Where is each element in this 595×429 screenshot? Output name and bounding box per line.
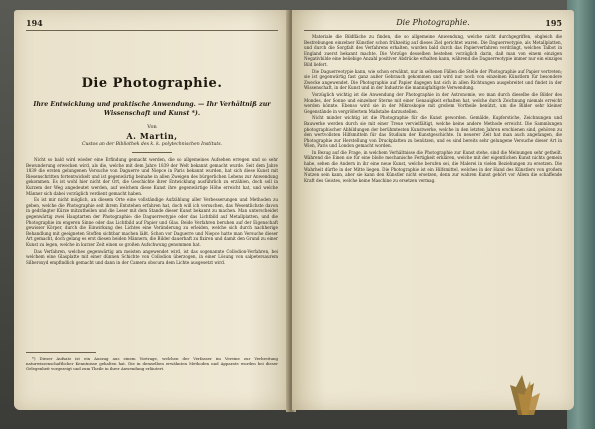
- left-running-head: [26, 18, 278, 31]
- byline-von: Von: [147, 124, 157, 130]
- bookmark-tassel-icon: [488, 375, 548, 415]
- title-divider: [132, 152, 172, 153]
- article-subtitle-line-1: Ihre Entwicklung und praktische Anwendung. — Ihr Verhältniß zur: [33, 101, 271, 108]
- right-body-text: [304, 34, 562, 404]
- open-book: [14, 10, 574, 415]
- right-page-number: 195: [545, 18, 562, 28]
- article-subtitle-line-2: Wissenschaft und Kunst *).: [103, 110, 201, 117]
- right-running-head: [304, 18, 562, 31]
- right-page: [292, 10, 574, 410]
- running-head-title: Die Photographie.: [396, 18, 470, 27]
- article-subtitle: [26, 100, 278, 118]
- right-paragraph: Die Daguerreotypie kann, wie schon erwähnt, nur in seltenen Fällen die Stelle der Photographie auf Papier vertreten; sie ist gegenwärtig fast ganz außer Gebrauch gekommen und wird nur noch von einzelnen Künstlern für besondere Zwecke angewendet. Die Photographie auf Papier dagegen hat sich in allen Richtungen ausgebreitet und findet in der Wissenschaft, in der Kunst und in der Industrie die mannigfaltigste Verwendung.: [304, 68, 562, 91]
- footnote-divider: [26, 352, 96, 353]
- left-page-number: 194: [26, 18, 43, 28]
- left-paragraph: Nicht so bald wird wieder eine Erfindung gemacht werden, die so allgemeines Aufsehen erregen und so sehr Bewunderung erwecken wird, als die, welche mit dem Jahre 1839 der Welt bekannt gemacht wurde. Seit dem Jahre 1839 die ersten gelungenen Versuche von Daguerre und Niepce in Paris bekannt wurden, hat sich diese Kunst mit Riesenschritten fortentwickelt und ist gegenwärtig beinahe in allen Zweigen des bürgerlichen Lebens zur Anwendung gekommen. Es ist wohl hier nicht der Ort, die Geschichte ihrer Entwicklung ausführlich zu erzählen, doch soll in Kurzem der Weg angedeutet werden, auf welchem diese Kunst ihre gegenwärtige Höhe erreicht hat, und welche Männer sich dabei vorzüglich verdient gemacht haben.: [26, 157, 278, 196]
- left-body-text: [26, 157, 278, 347]
- left-page: [14, 10, 290, 410]
- footnote-text: *) Dieser Aufsatz ist ein Auszug aus einem Vortrage, welchen der Verfasser im Vereine zur Verbreitung naturwissenschaftlicher Kenntnisse gehalten hat. Die in demselben erwähnten Methoden und Apparate wurden bei dieser Gelegenheit vorgezeigt und zum Theile in ihrer Anwendung erläutert.: [26, 356, 278, 372]
- author-affiliation: Custos an der Bibliothek des k. k. polytechnischen Instituts.: [81, 142, 223, 147]
- right-paragraph: Nicht minder wichtig ist die Photographie für die Kunst geworden. Gemälde, Kupferstiche, Zeichnungen und Bauwerke werden durch sie mit einer Treue vervielfältigt, welche keine andere Methode erreicht. Die Sammlungen photographischer Abbildungen der berühmtesten Kunstwerke, welche in den letzten Jahren erschienen sind, gehören zu den wertvollsten Hilfsmitteln für das Studium der Kunstgeschichte. In neuerer Zeit hat man auch angefangen, die Photographie zur Herstellung von Druckplatten zu benützen, und es sind bereits sehr gelungene Versuche dieser Art in Wien, Paris und London gemacht worden.: [304, 115, 562, 149]
- left-paragraph: Es ist mir nicht möglich, an diesem Orte eine vollständige Aufzählung aller Verbesserungen und Methoden zu geben, welche die Photographie seit ihrem Entstehen erfahren hat, doch will ich versuchen, das Wesentlichste davon in gedrängter Kürze mitzutheilen und die Leser mit dem Stande dieser Kunst bekannt zu machen. Man unterscheidet gegenwärtig zwei Hauptarten der Photographie: die Daguerreotypie oder das Lichtbild auf Metallplatten, und die Photographie im engeren Sinne oder das Lichtbild auf Papier und Glas. Beide Verfahren beruhen auf der Eigenschaft gewisser Körper, durch die Einwirkung des Lichtes eine Veränderung zu erleiden, welche sich durch nachherige Behandlung mit geeigneten Stoffen sichtbar machen läßt. Schon vor Daguerre und Niepce hatte man Versuche dieser Art gemacht, doch gelang es erst diesen beiden Männern, die Bilder dauerhaft zu fixiren und damit den Grund zu einer Kunst zu legen, welche in kurzer Zeit einen so großen Aufschwung genommen hat.: [26, 197, 278, 247]
- right-paragraph: In Bezug auf die Frage, in welchem Verhältnisse die Photographie zur Kunst stehe, sind die Meinungen sehr getheilt. Während die Einen sie für eine bloße mechanische Fertigkeit erklären, welche mit der eigentlichen Kunst nichts gemein habe, sehen die Andern in ihr eine neue Kunst, welche berufen sei, die Malerei in vielen Beziehungen zu ersetzen. Die Wahrheit dürfte in der Mitte liegen. Die Photographie ist ein Hilfsmittel, welches in der Hand des Künstlers von großem Nutzen sein kann, aber sie kann den Künstler nicht ersetzen, denn zur wahren Kunst gehört vor Allem die schaffende Kraft des Geistes, welche keine Maschine zu ersetzen vermag.: [304, 149, 562, 183]
- right-paragraph: Vorzüglich wichtig ist die Anwendung der Photographie in der Astronomie, wo man durch dieselbe die Bilder des Mondes, der Sonne und einzelner Sterne mit einer Genauigkeit erhalten hat, welche durch Zeichnung niemals erreicht werden könnte. Ebenso wird sie in der Mikroskopie mit großem Vortheile benützt, um die Bilder sehr kleiner Gegenstände in vergrößertem Maßstabe darzustellen.: [304, 91, 562, 114]
- right-paragraph: Materiale die Bildfläche zu finden, die so allgemeine Anwendung, welche nicht durchgegriffen, obgleich die Bestrebungen einzelner Künstler schon frühzeitig auf dieses Ziel gerichtet waren. Die Daguerreotypie, als Metallplatten, und durch die Sorgfalt des Verfahrens erhalten, wurden bald durch das Papierverfahren verdrängt, welches Talbot in England zuerst bekannt machte. Die Vorzüge desselben bestehen vorzüglich darin, daß man von einem einzigen Negativbilde eine beliebige Anzahl positiver Abdrücke erhalten kann, während die Daguerreotypie immer nur ein einziges Bild liefert.: [304, 34, 562, 67]
- left-paragraph: Das Verfahren, welches gegenwärtig am meisten angewendet wird, ist das sogenannte Collodion-Verfahren, bei welchem eine Glasplatte mit einer dünnen Schichte von Collodion überzogen, in einer Lösung von salpetersaurem Silberoxyd empfindlich gemacht und dann in der Camera obscura dem Lichte ausgesetzt wird.: [26, 248, 278, 265]
- author-name: A. Martin,: [126, 131, 178, 141]
- article-title: Die Photographie.: [81, 76, 223, 91]
- footnote: [26, 356, 278, 404]
